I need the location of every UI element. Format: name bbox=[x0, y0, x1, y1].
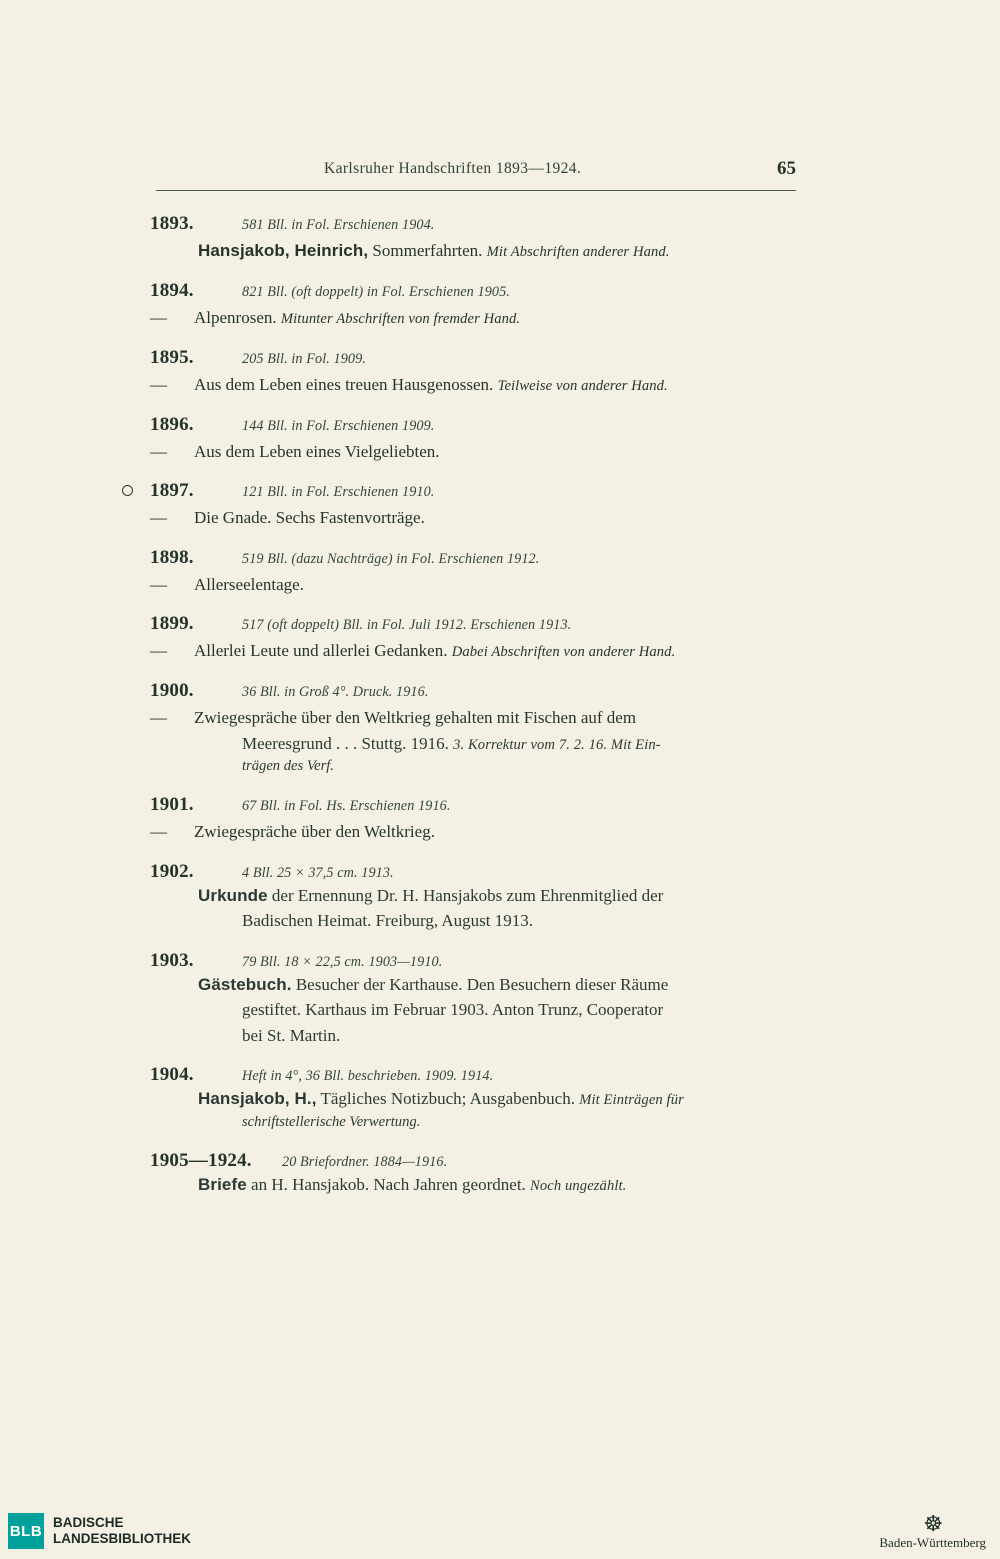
entry-note: Mit Abschriften anderer Hand. bbox=[486, 244, 670, 260]
entry-body bbox=[150, 238, 850, 264]
entry-text: Besucher der Karthause. Den Besuchern dieser Räume bbox=[295, 974, 669, 994]
entry-head-line bbox=[150, 480, 850, 502]
entry-body bbox=[150, 305, 850, 331]
entry-text: an H. Hansjakob. Nach Jahren geordnet. bbox=[251, 1175, 526, 1195]
page-number: 65 bbox=[777, 158, 796, 179]
entry-meta: 121 Bll. in Fol. Erschienen 1910. bbox=[242, 484, 435, 501]
entry-head-line bbox=[150, 414, 850, 436]
entry-body bbox=[150, 1086, 850, 1112]
entry-dash: — bbox=[150, 574, 167, 594]
library-credit bbox=[8, 1513, 191, 1549]
entry-number: 1895. bbox=[150, 346, 194, 368]
catalog-entry bbox=[150, 1064, 850, 1134]
entry-head-line bbox=[150, 347, 850, 369]
entry-dash: — bbox=[150, 374, 167, 394]
entry-continuation-note-2: trägen des Verf. bbox=[242, 758, 335, 775]
entry-body bbox=[150, 505, 850, 531]
entry-text: Aus dem Leben eines treuen Hausgenossen. bbox=[194, 374, 494, 394]
entry-meta: 79 Bll. 18 × 22,5 cm. 1903—1910. bbox=[242, 953, 443, 970]
entry-head-line bbox=[150, 950, 850, 972]
entry-note: Teilweise von anderer Hand. bbox=[497, 377, 668, 394]
entry-number: 1905—1924. bbox=[150, 1150, 252, 1172]
entry-number: 1903. bbox=[150, 949, 194, 971]
entry-body bbox=[150, 1172, 850, 1198]
entry-meta: 517 (oft doppelt) Bll. in Fol. Juli 1912. Erschienen 1913. bbox=[242, 617, 572, 634]
entry-meta: 519 Bll. (dazu Nachträge) in Fol. Erschienen 1912. bbox=[242, 550, 540, 567]
entry-meta: 4 Bll. 25 × 37,5 cm. 1913. bbox=[242, 864, 394, 881]
entry-number: 1894. bbox=[150, 279, 194, 301]
entry-text: Alpenrosen. bbox=[194, 307, 277, 327]
blb-logo-icon: BLB bbox=[8, 1513, 44, 1549]
catalog-entry bbox=[150, 613, 850, 664]
catalog-entry bbox=[150, 861, 850, 934]
entry-note: Dabei Abschriften von anderer Hand. bbox=[451, 644, 676, 661]
entry-continuation bbox=[150, 731, 850, 757]
entry-number: 1898. bbox=[150, 546, 194, 568]
catalog-entry bbox=[150, 480, 850, 531]
catalog-entry bbox=[150, 213, 850, 264]
entry-meta: 205 Bll. in Fol. 1909. bbox=[242, 350, 366, 367]
catalog-entry bbox=[150, 547, 850, 598]
entry-meta: 20 Briefordner. 1884—1916. bbox=[282, 1154, 448, 1171]
entry-continuation: gestiftet. Karthaus im Februar 1903. Anton Trunz, Cooperator bbox=[242, 1000, 664, 1020]
entry-text: Allerlei Leute und allerlei Gedanken. bbox=[194, 641, 448, 661]
entry-dash: — bbox=[150, 307, 167, 327]
entry-dash: — bbox=[150, 508, 167, 528]
entry-text: Zwiegespräche über den Weltkrieg. bbox=[194, 822, 435, 842]
entry-continuation-2: bei St. Martin. bbox=[242, 1025, 341, 1045]
entry-body bbox=[150, 819, 850, 845]
entry-head-line bbox=[150, 613, 850, 635]
page-content bbox=[150, 160, 850, 1214]
entry-text: Allerseelentage. bbox=[194, 574, 304, 594]
entry-lead: Briefe bbox=[198, 1175, 247, 1195]
entry-meta: Heft in 4°, 36 Bll. beschrieben. 1909. 1914. bbox=[242, 1068, 494, 1085]
entry-number: 1900. bbox=[150, 680, 194, 702]
baden-wuerttemberg-crest-icon: ☸ bbox=[923, 1511, 943, 1536]
entry-number: 1896. bbox=[150, 413, 194, 435]
catalog-entry bbox=[150, 280, 850, 331]
entry-continuation-text: Meeresgrund . . . Stuttg. 1916. bbox=[242, 733, 449, 753]
running-head bbox=[156, 160, 796, 191]
entry-lead: Urkunde bbox=[198, 885, 268, 905]
entry-number: 1904. bbox=[150, 1064, 194, 1086]
entry-head-line bbox=[150, 1150, 850, 1172]
entry-text: Sommerfahrten. bbox=[372, 241, 483, 260]
entry-dash: — bbox=[150, 641, 167, 661]
library-name bbox=[53, 1515, 191, 1547]
entry-meta: 36 Bll. in Groß 4°. Druck. 1916. bbox=[242, 684, 429, 701]
entry-text: Die Gnade. Sechs Fastenvorträge. bbox=[194, 508, 425, 528]
catalog-entry bbox=[150, 950, 850, 1049]
entry-head-line bbox=[150, 280, 850, 302]
catalog-entry bbox=[150, 680, 850, 778]
entry-lead: Gästebuch. bbox=[198, 974, 292, 994]
entry-note: Noch ungezählt. bbox=[530, 1178, 627, 1195]
entry-continuation-note: 3. Korrektur vom 7. 2. 16. Mit Ein- bbox=[453, 736, 661, 753]
entry-meta: 581 Bll. in Fol. Erschienen 1904. bbox=[242, 217, 435, 233]
entry-text: der Ernennung Dr. H. Hansjakobs zum Ehrenmitglied der bbox=[271, 885, 664, 905]
entry-body bbox=[150, 883, 850, 909]
entry-body bbox=[150, 372, 850, 398]
entry-head-line bbox=[150, 794, 850, 816]
entry-head-line bbox=[150, 547, 850, 569]
entry-continuation-note: schriftstellerische Verwertung. bbox=[242, 1114, 421, 1131]
entry-number: 1901. bbox=[150, 794, 194, 816]
library-name-line2: LANDESBIBLIOTHEK bbox=[53, 1531, 191, 1546]
entry-body bbox=[150, 439, 850, 465]
scan-footer bbox=[0, 1489, 1000, 1559]
catalog-entry-list bbox=[150, 213, 850, 1198]
library-name-line1: BADISCHE bbox=[53, 1515, 124, 1531]
catalog-entry bbox=[150, 1150, 850, 1198]
catalog-entry bbox=[150, 794, 850, 845]
catalog-entry bbox=[150, 347, 850, 398]
entry-text: Tägliches Notizbuch; Ausgabenbuch. bbox=[320, 1089, 575, 1109]
entry-head-line bbox=[150, 213, 850, 235]
entry-body bbox=[150, 572, 850, 598]
entry-meta: 67 Bll. in Fol. Hs. Erschienen 1916. bbox=[242, 798, 451, 815]
entry-body bbox=[150, 972, 850, 998]
entry-text: Aus dem Leben eines Vielgeliebten. bbox=[194, 441, 440, 461]
entry-dash: — bbox=[150, 708, 167, 728]
running-title: Karlsruher Handschriften 1893—1924. bbox=[324, 160, 582, 177]
margin-circle-marker bbox=[122, 485, 133, 496]
entry-text: Zwiegespräche über den Weltkrieg gehalten mit Fischen auf dem bbox=[194, 708, 637, 728]
entry-note: Mitunter Abschriften von fremder Hand. bbox=[280, 310, 521, 327]
entry-lead: Hansjakob, H., bbox=[198, 1089, 317, 1109]
entry-meta: 144 Bll. in Fol. Erschienen 1909. bbox=[242, 417, 435, 434]
entry-number: 1902. bbox=[150, 860, 194, 882]
entry-number: 1893. bbox=[150, 213, 194, 234]
entry-body bbox=[150, 638, 850, 664]
entry-head-line bbox=[150, 680, 850, 702]
entry-head-line bbox=[150, 1064, 850, 1086]
entry-number: 1897. bbox=[150, 480, 194, 502]
state-credit bbox=[879, 1513, 986, 1551]
catalog-entry bbox=[150, 414, 850, 465]
entry-continuation: Badischen Heimat. Freiburg, August 1913. bbox=[242, 911, 534, 931]
entry-number: 1899. bbox=[150, 613, 194, 635]
entry-note: Mit Einträgen für bbox=[579, 1092, 684, 1109]
entry-lead: Hansjakob, Heinrich, bbox=[198, 241, 369, 260]
entry-dash: — bbox=[150, 441, 167, 461]
entry-head-line bbox=[150, 861, 850, 883]
entry-dash: — bbox=[150, 822, 167, 842]
state-label: Baden-Württemberg bbox=[879, 1535, 986, 1550]
entry-body bbox=[150, 705, 850, 731]
entry-meta: 821 Bll. (oft doppelt) in Fol. Erschienen 1905. bbox=[242, 283, 510, 300]
